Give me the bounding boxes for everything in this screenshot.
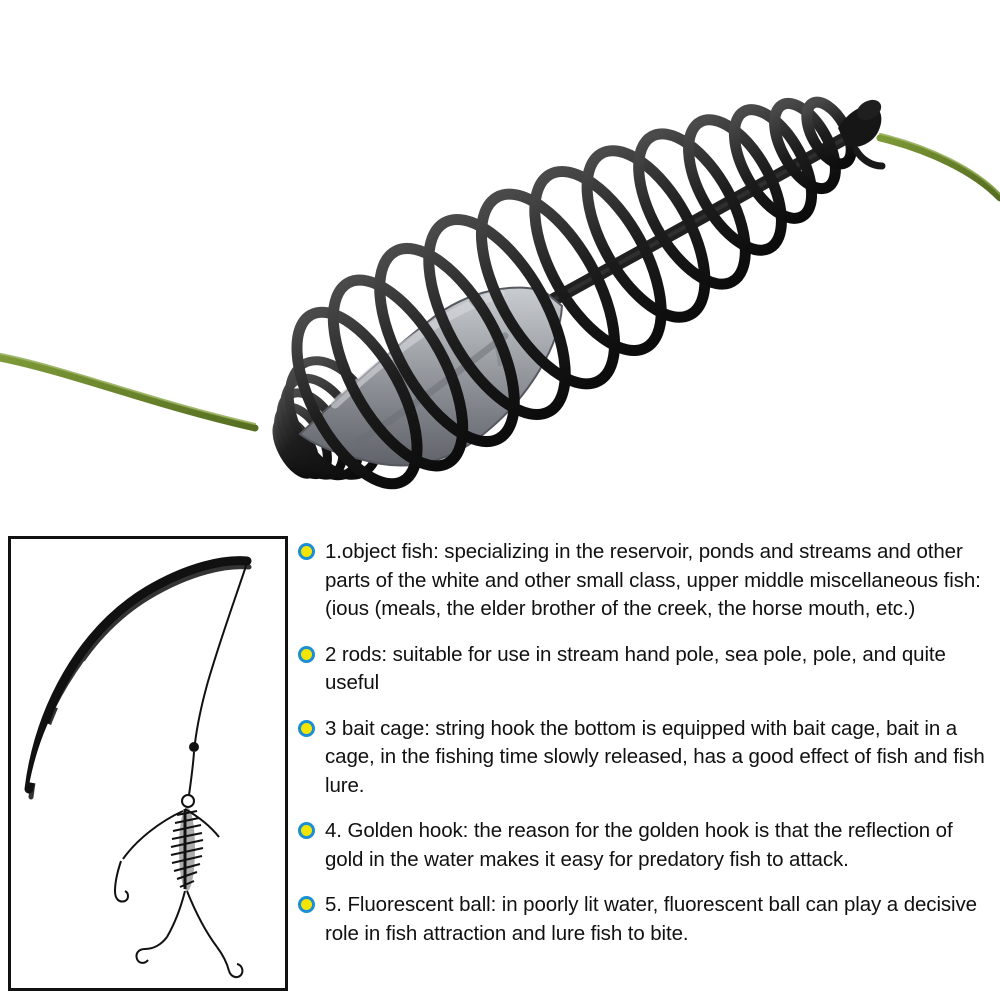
line-bead (189, 742, 199, 752)
feature-text: 2 rods: suitable for use in stream hand pole, sea pole, pole, and quite useful (325, 642, 946, 694)
feature-item-fluorescent-ball (298, 891, 992, 948)
feature-text: 1.object fish: specializing in the reservoir, ponds and streams and other parts of the white and other small class, upper middle miscellaneous fish: (ious (meals, the elder brother of the creek, the horse mouth, etc.) (325, 540, 981, 620)
bullet-icon (298, 896, 315, 913)
feature-item-bait-cage (298, 715, 992, 801)
feature-text: 5. Fluorescent ball: in poorly lit water, fluorescent ball can play a decisive role in fish attraction and lure fish to bite. (325, 893, 977, 945)
feature-item-object-fish (298, 538, 992, 624)
bullet-icon (298, 720, 315, 737)
feature-text: 3 bait cage: string hook the bottom is equipped with bait cage, bait in a cage, in the fishing time slowly released, has a good effect of fish and fish lure. (325, 716, 985, 797)
feature-list (298, 538, 992, 965)
info-section (0, 530, 1000, 1000)
feature-item-rods (298, 641, 992, 698)
rod-illustration-svg (11, 539, 285, 988)
feature-text: 4. Golden hook: the reason for the golden hook is that the reflection of gold in the water makes it easy for predatory fish to attack. (325, 819, 953, 871)
bullet-icon (298, 646, 315, 663)
rod-illustration-card (8, 536, 288, 991)
bullet-icon (298, 543, 315, 560)
feature-item-golden-hook (298, 817, 992, 874)
bullet-icon (298, 822, 315, 839)
